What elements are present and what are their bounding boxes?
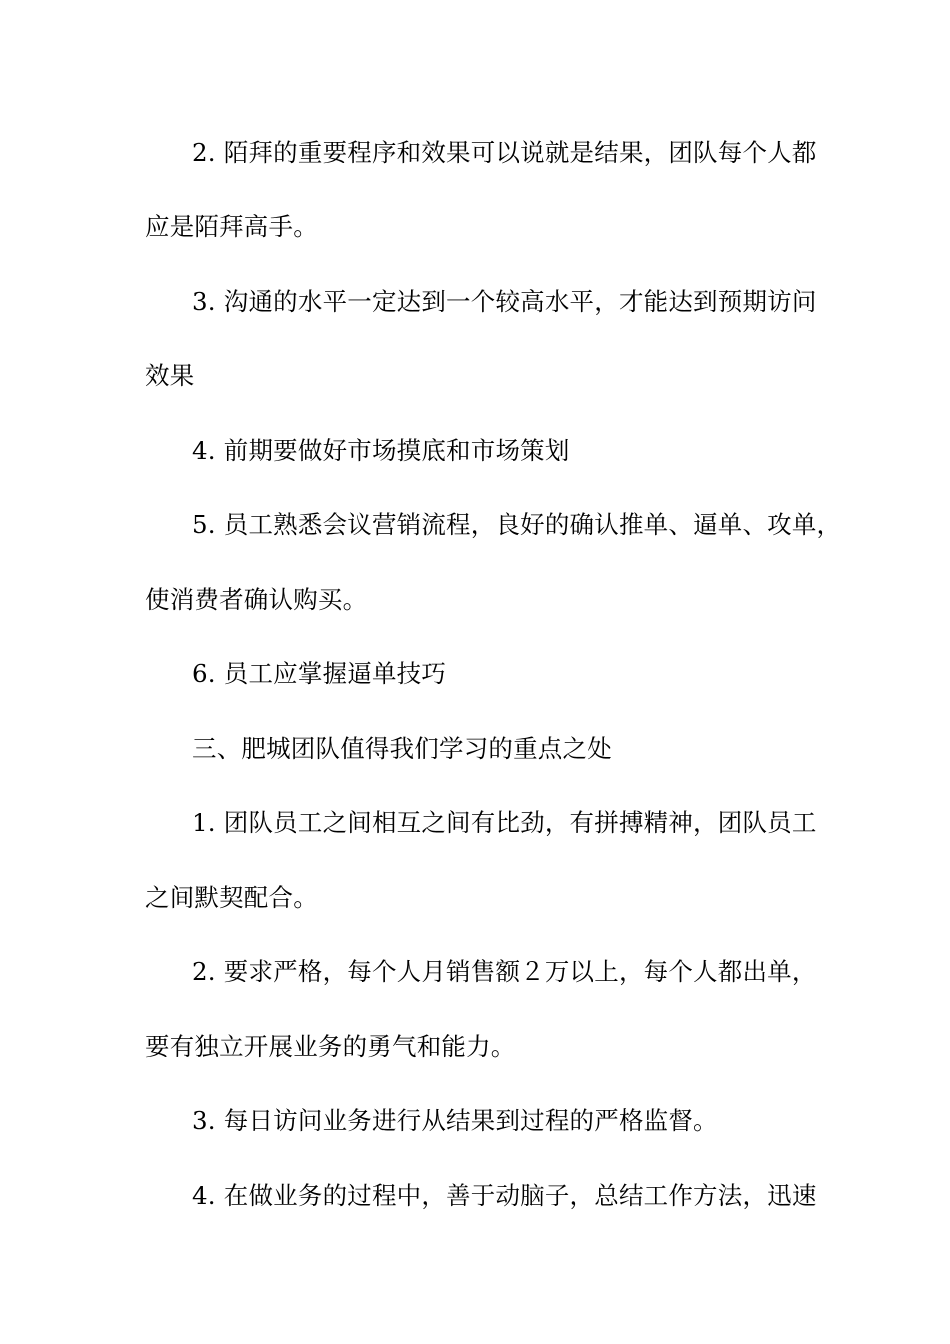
paragraph-line: 应是陌拜高手。 (145, 212, 318, 241)
paragraph-line: 4. 前期要做好市场摸底和市场策划 (192, 436, 570, 465)
paragraph-line: 2. 要求严格，每个人月销售额２万以上，每个人都出单， (192, 957, 817, 986)
paragraph-line: 6. 员工应掌握逼单技巧 (192, 659, 447, 688)
paragraph-line: 2. 陌拜的重要程序和效果可以说就是结果，团队每个人都 (192, 138, 817, 167)
paragraph-line: 之间默契配合。 (145, 883, 318, 912)
section-heading: 三、肥城团队值得我们学习的重点之处 (192, 734, 612, 763)
paragraph-line: 3. 每日访问业务进行从结果到过程的严格监督。 (192, 1106, 718, 1135)
paragraph-line: 要有独立开展业务的勇气和能力。 (145, 1032, 516, 1061)
paragraph-line: 4. 在做业务的过程中，善于动脑子，总结工作方法，迅速 (192, 1181, 817, 1210)
paragraph-line: 效果 (145, 361, 195, 390)
paragraph-line: 3. 沟通的水平一定达到一个较高水平，才能达到预期访问 (192, 287, 817, 316)
paragraph-line: 1. 团队员工之间相互之间有比劲，有拼搏精神，团队员工 (192, 808, 817, 837)
paragraph-line: 5. 员工熟悉会议营销流程，良好的确认推单、逼单、攻单， (192, 510, 842, 539)
paragraph-line: 使消费者确认购买。 (145, 585, 368, 614)
